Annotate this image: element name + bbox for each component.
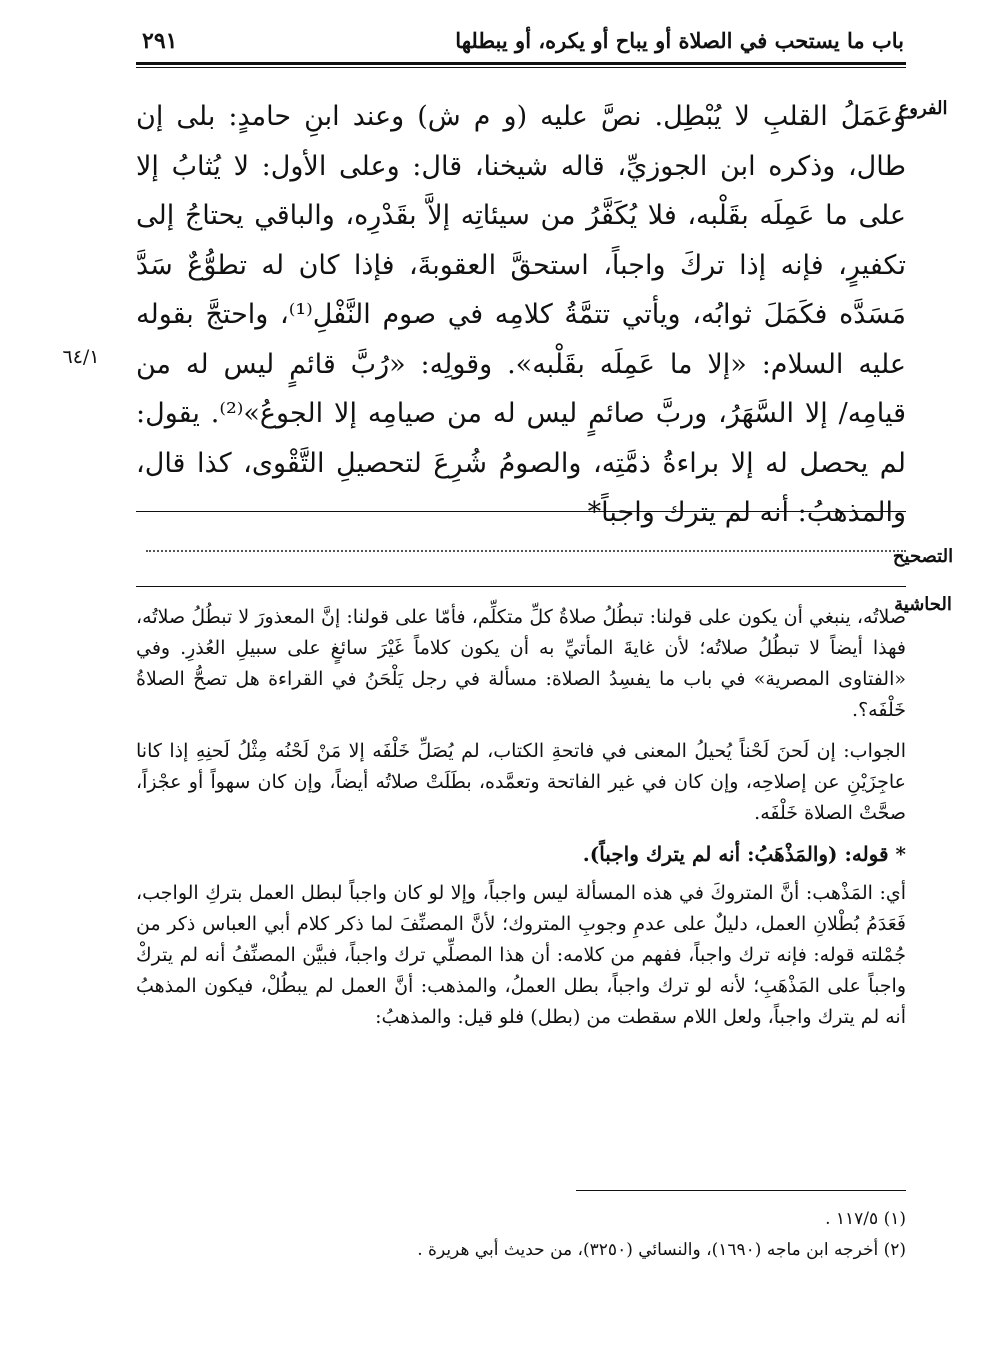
hashiya-paragraph-2: الجواب: إن لَحنَ لَحْناً يُحيلُ المعنى في فاتحةِ الكتاب، لم يُصَلِّ خَلْفَه إلا مَنْ لَحْنُه مِثْلُ لَحنِهِ إذا كانا عاجِزَيْنِ عن إصلاحِه، وإن كان في غير الفاتحة وتعمَّده، بطَلَتْ صلاتُه أيضاً، وإن كان سهواً أو عجْزاً، صحَّتْ الصلاة خَلْفَه.	[136, 740, 906, 824]
footnotes	[136, 1204, 906, 1266]
hashiya-paragraph-1: صلاتُه، ينبغي أن يكون على قولنا: تبطُلُ صلاةُ كلِّ متكلِّم، فأمّا على قولنا: إنَّ المعذورَ لا تبطُلُ صلاتُه، فهذا أيضاً لا تبطُلُ صلاتُه؛ لأن غايةَ المأتيِّ به أن يكون كلاماً غَيْرَ سائغٍ على سبيلِ العُذرِ. وفي «الفتاوى المصرية» في باب ما يفسِدُ الصلاة: مسألة في رجل يَلْحَنُ في القراءة هل تصحُّ الصلاةُ خَلْفَه؟.	[136, 606, 906, 721]
section-divider-top	[136, 511, 906, 512]
side-label-tashih: التصحيح	[892, 546, 954, 567]
main-text: وعَمَلُ القلبِ لا يُبْطِل. نصَّ عليه (و م ش) وعند ابنِ حامدٍ: بلى إن طال، وذكره ابن الجوزيِّ، قاله شيخنا، قال: وعلى الأول: لا يُثابُ إلا على ما عَمِلَه بقَلْبه، فلا يُكَفَّرُ من سيئاتِه إلاَّ بقَدْرِه، والباقي يحتاجُ إلى تكفيرٍ، فإنه إذا تركَ واجباً، استحقَّ العقوبةَ، فإذا كان له تطوُّعٌ سَدَّ مَسَدَّه فكَمَلَ ثوابُه، ويأتي تتمَّةُ كلامِه في صوم النَّفْلِ⁽¹⁾، واحتجَّ بقوله عليه السلام: «إلا ما عَمِلَه بقَلْبه». وقولِه: «رُبَّ قائمٍ ليس له من قيامِه/ إلا السَّهَرُ، وربَّ صائمٍ ليس له من صيامِه إلا الجوعُ»⁽²⁾. يقول: لم يحصل له إلا براءةُ ذمَّتِه، والصومُ شُرِعَ لتحصيلِ التَّقْوى، كذا قال، والمذهبُ: أنه لم يترك واجباً*	[136, 101, 907, 528]
footnote-rule	[576, 1190, 906, 1191]
hashiya-block	[136, 602, 906, 1043]
footnote-2: (٢) أخرجه ابن ماجه (١٦٩٠)، والنسائي (٣٢٥٠)، من حديث أبي هريرة .	[417, 1240, 906, 1260]
side-label-furu: الفروع	[898, 98, 948, 119]
header-rule-thin	[136, 67, 906, 68]
side-label-hashiya: الحاشية	[894, 594, 952, 615]
side-label-volume-ref: ٦٤/١	[62, 346, 100, 368]
footnote-1: (١) ١١٧/٥ .	[825, 1209, 906, 1229]
hashiya-heading: * قوله: (والمَذْهَبُ: أنه لم يترك واجباً).	[582, 842, 906, 866]
tashih-dotted-line	[146, 550, 906, 552]
header-rule	[136, 62, 906, 65]
main-text-block	[136, 92, 906, 538]
section-divider-bottom	[136, 586, 906, 587]
running-header-title: باب ما يستحب في الصلاة أو يباح أو يكره، أو يبطلها	[455, 28, 904, 53]
page-number: ٢٩١	[142, 28, 178, 54]
hashiya-paragraph-3: أي: المَذْهب: أنَّ المتروكَ في هذه المسألة ليس واجباً، وإلا لو كان واجباً لبطل العمل بتركِ الواجب، فَعَدَمُ بُطْلانِ العمل، دليلٌ على عدمِ وجوبِ المتروك؛ لأنَّ المصنِّفَ لما ذكر كلام أبي العباس ذكر من جُمْلته قوله: فإنه ترك واجباً، ففهم من كلامه: أن هذا المصلِّي ترك واجباً، فبيَّن المصنِّفُ أنه لم يتركْ واجباً على المَذْهَبِ؛ لأنه لو ترك واجباً، بطل العملُ، والمذهب: أنَّ العمل لم يبطُلْ، فيكون المذهبُ أنه لم يترك واجباً، ولعل اللام سقطت من (بطل) فلو قيل: والمذهبُ:	[136, 882, 906, 1028]
